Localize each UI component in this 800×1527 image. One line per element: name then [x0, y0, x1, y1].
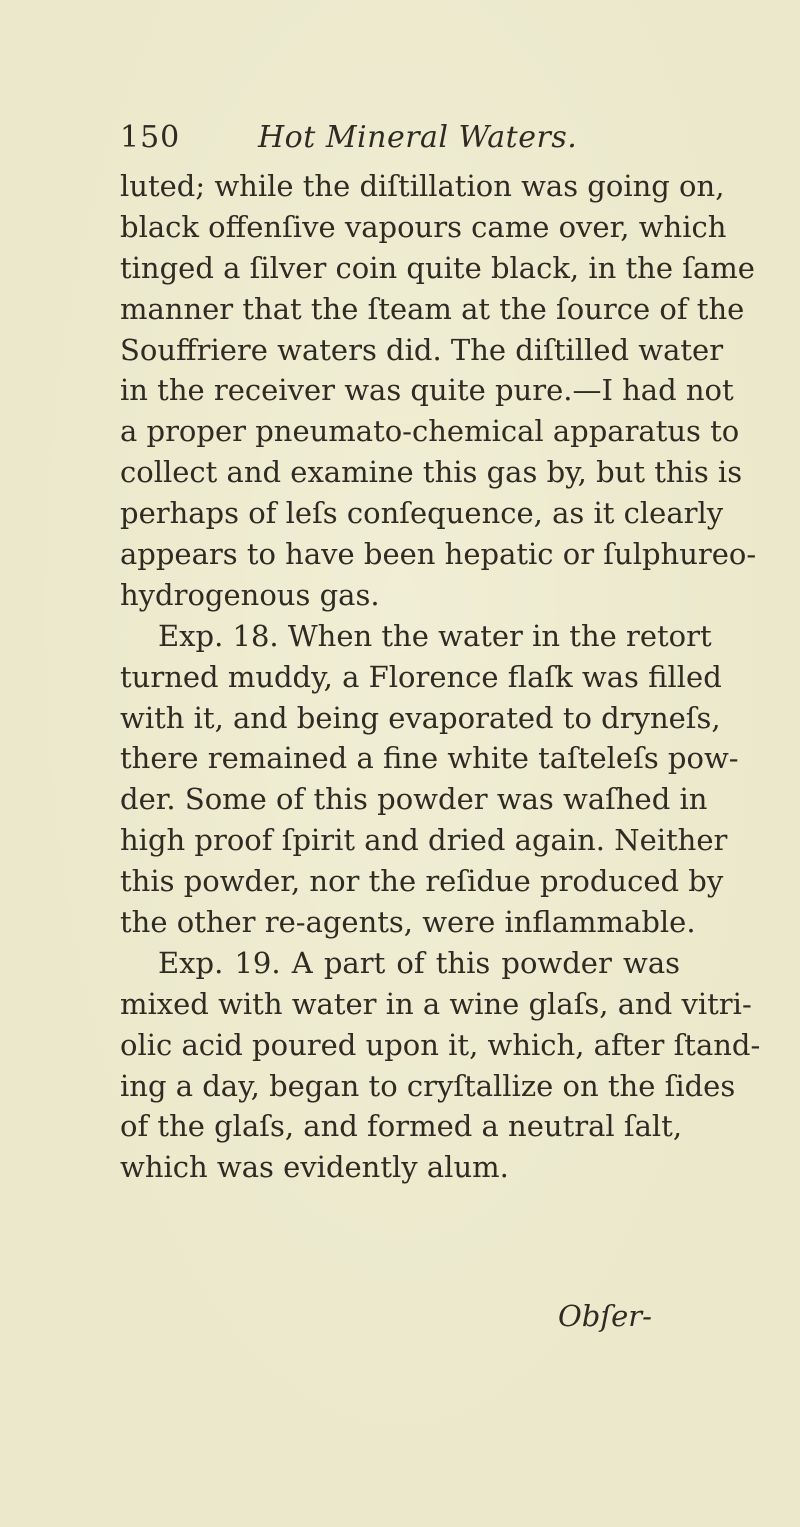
- text-line: a proper pneumato-chemical apparatus to: [120, 414, 740, 449]
- body-text: [120, 166, 761, 1188]
- text-line: black offenſive vapours came over, which: [120, 209, 727, 244]
- text-line: collect and examine this gas by, but this is: [120, 455, 743, 490]
- text-line: appears to have been hepatic or ſulphureo-: [120, 537, 757, 572]
- text-line: der. Some of this powder was waſhed in: [120, 782, 708, 817]
- text-line: with it, and being evaporated to dryneſs,: [120, 700, 721, 735]
- text-line: which was evidently alum.: [120, 1150, 509, 1185]
- catchword: Obſer-: [558, 1299, 652, 1333]
- text-line: mixed with water in a wine glaſs, and vitri-: [120, 986, 752, 1021]
- text-line: Souffriere waters did. The diſtilled water: [120, 332, 724, 367]
- text-line: olic acid poured upon it, which, after ſtand-: [120, 1027, 761, 1062]
- text-line: tinged a ſilver coin quite black, in the ſame: [120, 250, 755, 285]
- text-line: perhaps of leſs conſequence, as it clearly: [120, 496, 724, 531]
- text-line: luted; while the diſtillation was going on,: [120, 169, 725, 203]
- text-line: hydrogenous gas.: [120, 577, 380, 612]
- text-line: ing a day, began to cryſtallize on the ſides: [120, 1068, 736, 1103]
- text-line: Exp. 18. When the water in the retort: [158, 618, 712, 653]
- running-head: Hot Mineral Waters.: [258, 120, 578, 155]
- text-line: there remained a fine white taſteleſs pow-: [120, 741, 739, 776]
- text-line: manner that the ſteam at the ſource of the: [120, 291, 745, 326]
- text-line: Exp. 19. A part of this powder was: [158, 945, 680, 980]
- page-number: 150: [120, 120, 181, 155]
- text-line: high proof ſpirit and dried again. Neither: [120, 823, 728, 858]
- text-line: of the glaſs, and formed a neutral ſalt,: [120, 1109, 683, 1144]
- text-line: this powder, nor the reſidue produced by: [120, 864, 724, 899]
- text-line: in the receiver was quite pure.—I had not: [120, 373, 734, 408]
- text-line: the other re-agents, were inflammable.: [120, 905, 696, 940]
- page-header: [120, 118, 680, 158]
- text-line: turned muddy, a Florence flaſk was filled: [120, 659, 722, 694]
